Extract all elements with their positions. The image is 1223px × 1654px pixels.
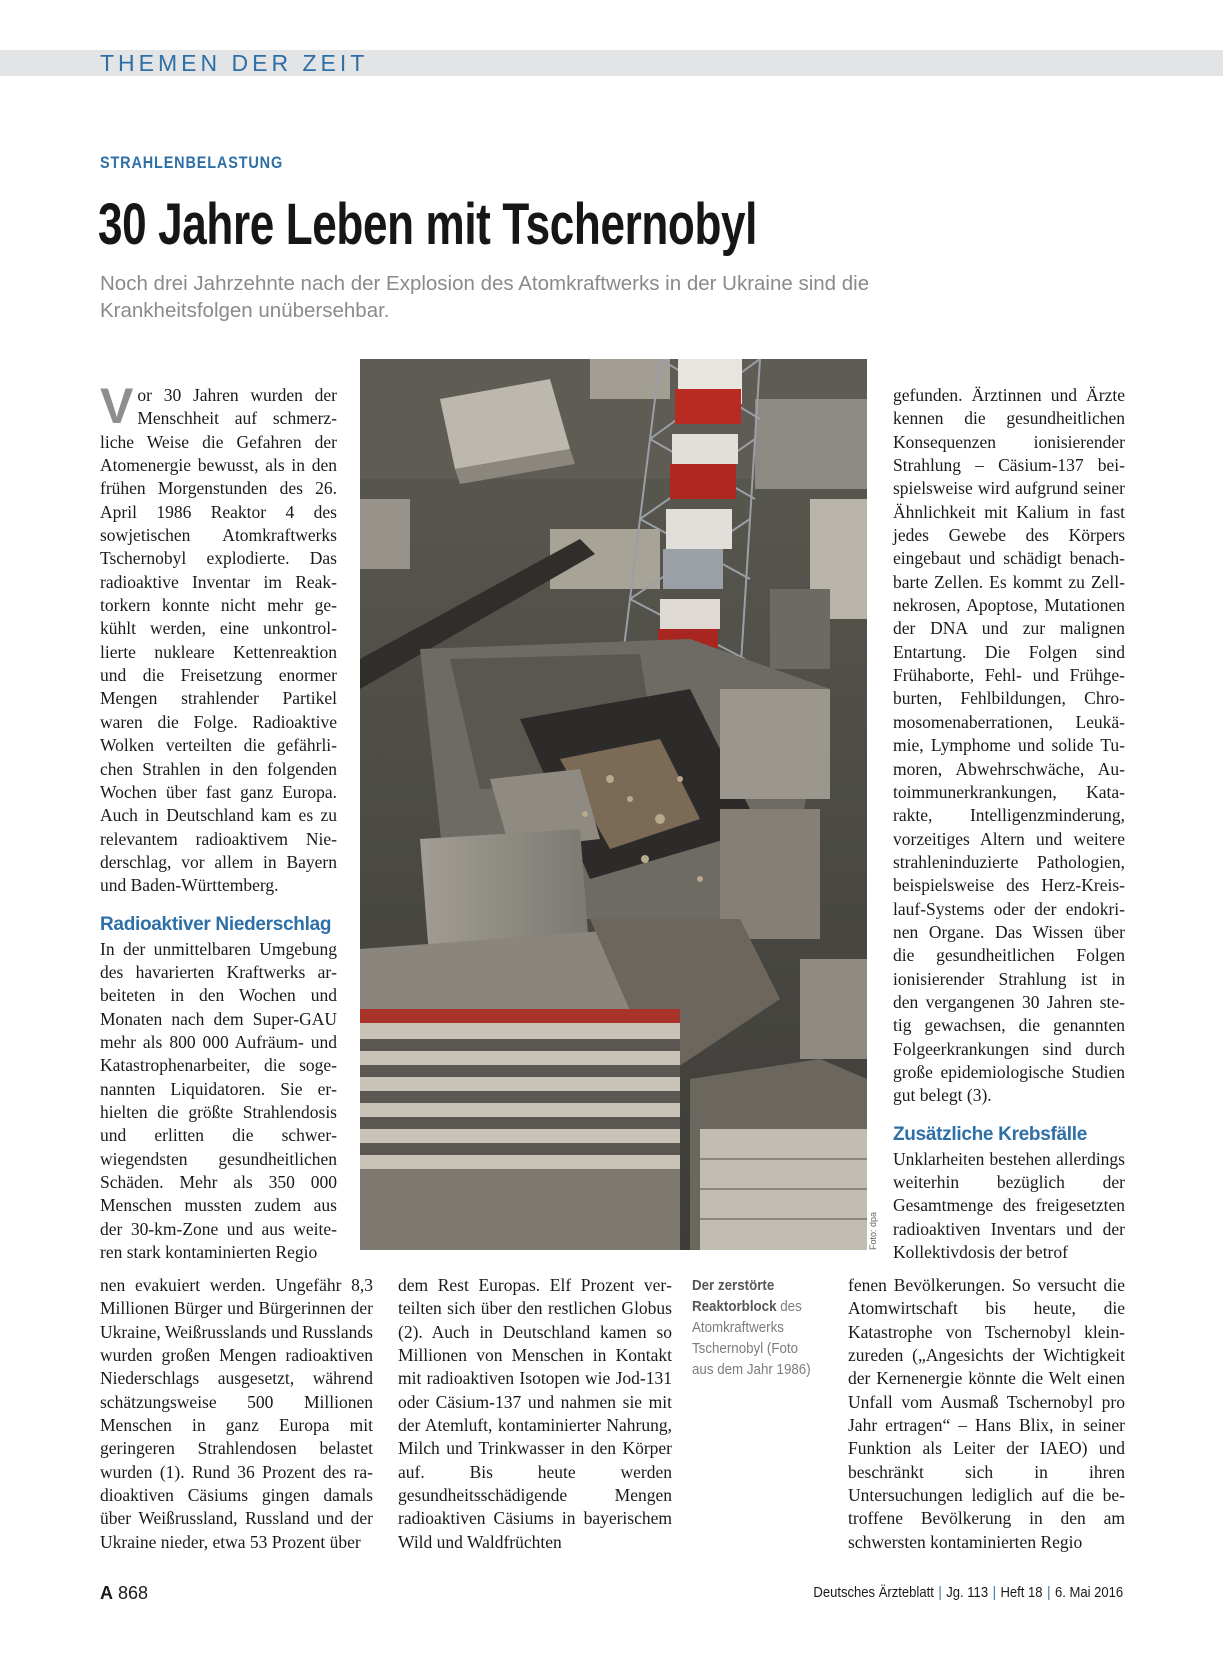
page-number	[100, 1583, 148, 1604]
article-kicker: STRAHLENBELASTUNG	[100, 153, 284, 172]
photo-credit: Foto: dpa	[868, 1211, 878, 1250]
separator: |	[938, 1585, 942, 1601]
caption-text: des Atomkraftwerks Tschernobyl (Foto aus dem Jahr 1986)	[692, 1299, 811, 1378]
column-3-lower	[848, 1274, 1125, 1554]
column-3-upper	[893, 384, 1125, 1264]
journal-date: 6. Mai 2016	[1054, 1585, 1123, 1601]
column-1-lower	[100, 1274, 373, 1554]
intro-text: or 30 Jahren wurden der Menschheit auf schmerzliche Weise die Gefahren der Atomenergie bewusst, als in den frühen Morgenstunden des 26. April 1986 Reaktor 4 des sowjetischen Atomkraftwerks Tschernobyl explodierte. Das radioaktive Inventar im Reaktorkern konnte nicht mehr gekühlt werden, eine unkontrollierte nukleare Kettenreaktion und die Freisetzung enormer Mengen strahlender Partikel waren die Folge. Radioaktive Wolken verteilten die gefährlichen Strahlen in den folgenden Wochen über fast ganz Europa. Auch in Deutschland kam es zu relevantem radioaktivem Niederschlag, vor allem in Bayern und Baden-Württemberg.	[100, 385, 337, 896]
paragraph-atomwirtschaft: fenen Bevölkerungen. So versucht die Atomwirtschaft bis heute, die Katastrophe von Tschernobyl kleinzureden („Angesichts der Wichtigkeit der Kernenergie könnte die Welt einen Unfall vom Ausmaß Tschernobyl pro Jahr ertragen“ – Hans Blix, in seiner Funktion als Leiter der IAEO) und beschränkt sich in ihren Untersuchungen lediglich auf die betroffene Bevölkerung in den am schwersten kontaminierten Regio	[848, 1275, 1125, 1552]
intro-paragraph	[100, 378, 337, 898]
paragraph-liquidatoren: In der unmittelbaren Umgebung des havarierten Kraftwerks arbeiteten in den Wochen und Monaten nach dem Super-GAU mehr als 800 000 Aufräum- und Katastrophenarbeiter, die sogenannten Liquidatoren. Sie erhielten die größte Strahlendosis und erlitten die schwerwiegendsten gesundheitlichen Schäden. Mehr als 350 000 Menschen mussten zudem aus der 30-km-Zone und aus weiteren stark kontaminierten Regio	[100, 938, 337, 1263]
journal-issue: Heft 18	[1000, 1585, 1043, 1601]
page-number-value: 868	[118, 1583, 149, 1603]
drop-cap: V	[100, 378, 134, 434]
journal-name: Deutsches Ärzteblatt	[813, 1585, 934, 1601]
reactor-photo	[360, 359, 867, 1250]
article-lede: Noch drei Jahrzehnte nach der Explosion des Atomkraftwerks in der Ukraine sind die Krankheitsfolgen unübersehbar.	[100, 272, 870, 322]
column-1-upper	[100, 378, 337, 1264]
page-prefix: A	[100, 1583, 113, 1603]
paragraph-rest-europas: dem Rest Europas. Elf Prozent verteilten sich über den restlichen Globus (2). Auch in Deutschland kamen so Millionen von Menschen in Kontakt mit radioaktiven Isotopen wie Jod-131 oder Cäsium-137 und nahmen sie mit der Atemluft, kontaminierter Nahrung, Milch und Trinkwasser in den Körper auf. Bis heute werden gesundheitsschädigende Mengen radioaktiven Cäsiums in bayerischem Wild und Waldfrüchten	[398, 1275, 672, 1552]
caption-bold: Der zerstörte Reaktorblock	[692, 1278, 777, 1315]
journal-info	[813, 1585, 1123, 1601]
separator: |	[1046, 1585, 1051, 1601]
reactor-photo-illustration	[360, 359, 867, 1250]
photo-caption	[692, 1276, 821, 1381]
paragraph-unklarheiten: Unklarheiten bestehen allerdings weiterhin bezüglich der Gesamtmenge des freigesetzten radioaktiven Inventars und der Kollektivdosis der betrof	[893, 1148, 1125, 1263]
subhead-zusaetzliche-krebsfaelle: Zusätzliche Krebsfälle	[893, 1123, 1088, 1145]
paragraph-evakuierung: nen evakuiert werden. Ungefähr 8,3 Millionen Bürger und Bürgerinnen der Ukraine, Weißrusslands und Russlands wurden großen Mengen radioaktiven Niederschlags ausgesetzt, während schätzungsweise 500 Millionen Menschen in ganz Europa mit geringeren Strahlendosen belastet wurden (1). Rund 36 Prozent des radioaktiven Cäsiums gingen damals über Weißrussland, Russland und der Ukraine nieder, etwa 53 Prozent über	[100, 1275, 373, 1552]
column-2-lower	[398, 1274, 672, 1554]
section-label: THEMEN DER ZEIT	[100, 50, 369, 76]
subhead-radioaktiver-niederschlag: Radioaktiver Niederschlag	[100, 913, 332, 935]
article-title: 30 Jahre Leben mit Tschernobyl	[98, 192, 757, 257]
paragraph-folgen: gefunden. Ärztinnen und Ärzte kennen die gesundheitlichen Konsequenzen ionisierender Strahlung – Cäsium-137 beispielsweise wird aufgrund seiner Ähnlichkeit mit Kalium in fast jedes Gewebe des Körpers eingebaut und schädigt benachbarte Zellen. Es kommt zu Zellnekrosen, Apoptose, Mutationen der DNA und zur malignen Entartung. Die Folgen sind Frühaborte, Fehl- und Frühgeburten, Fehlbildungen, Chromosomenaberrationen, Leukämie, Lymphome und solide Tumoren, Abwehrschwäche, Autoimmunerkrankungen, Katarakte, Intelligenzminderung, vorzeitiges Altern und weitere strahleninduzierte Pathologien, beispielsweise des Herz-Kreislauf-Systems oder der endokrinen Organe. Das Wissen über die gesundheitlichen Folgen ionisierender Strahlung ist in den vergangenen 30 Jahren stetig gewachsen, die genannten Folgeerkrankungen sind durch große epidemiologische Studien gut belegt (3).	[893, 385, 1125, 1106]
journal-volume: Jg. 113	[946, 1585, 988, 1601]
separator: |	[992, 1585, 996, 1601]
